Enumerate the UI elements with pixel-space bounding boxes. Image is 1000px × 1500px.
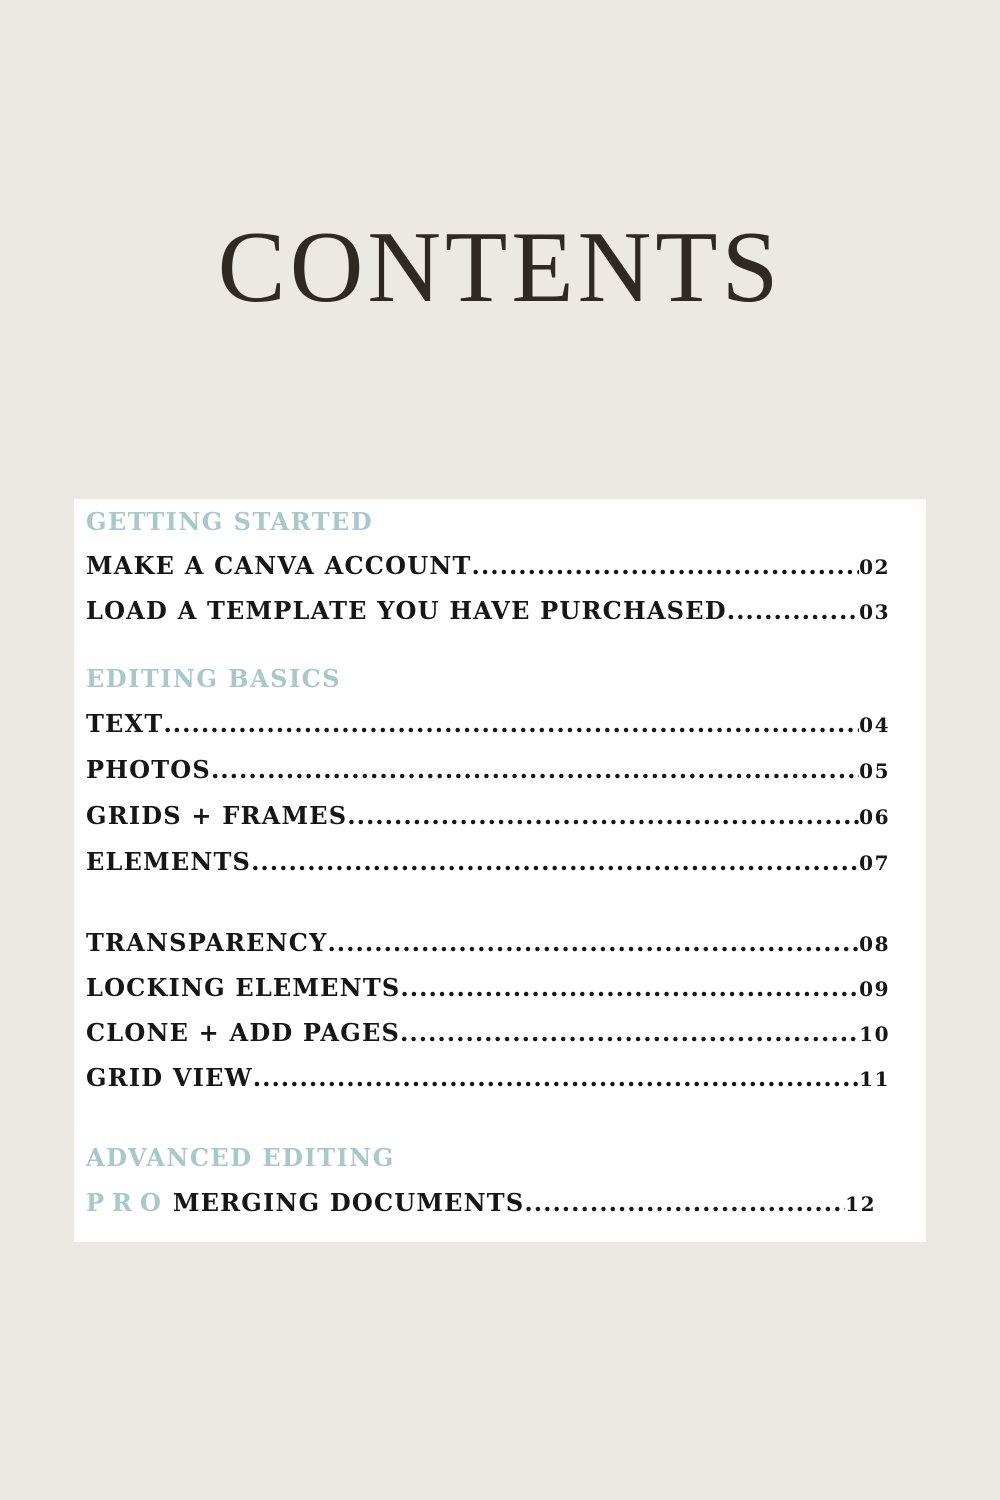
toc-entry-make-account[interactable]: [86, 551, 890, 583]
toc-entry-label: LOAD A TEMPLATE YOU HAVE PURCHASED: [86, 596, 727, 625]
toc-entry-load-template[interactable]: [86, 596, 890, 628]
toc-entry-grids-frames[interactable]: [86, 801, 890, 833]
toc-entry-page: 11: [859, 1067, 890, 1091]
toc-entry-page: 09: [859, 977, 890, 1001]
dot-leader: [163, 709, 859, 738]
toc-entry-label: GRID VIEW: [86, 1063, 253, 1092]
dot-leader: [727, 596, 859, 625]
dot-leader: [347, 801, 859, 830]
toc-entry-label: LOCKING ELEMENTS: [86, 973, 401, 1002]
toc-entry-page: 08: [859, 932, 890, 956]
toc-entry-label: ELEMENTS: [86, 847, 252, 876]
toc-entry-label: CLONE + ADD PAGES: [86, 1018, 400, 1047]
toc-entry-elements[interactable]: [86, 847, 890, 879]
dot-leader: [472, 551, 860, 580]
toc-entry-transparency[interactable]: [86, 928, 890, 960]
section-heading-advanced-editing: ADVANCED EDITING: [86, 1143, 395, 1172]
dot-leader: [400, 973, 859, 1002]
dot-leader: [211, 755, 859, 784]
section-heading-editing-basics: EDITING BASICS: [86, 664, 342, 693]
dot-leader: [327, 928, 859, 957]
toc-entry-label: GRIDS + FRAMES: [86, 801, 348, 830]
toc-entry-grid-view[interactable]: [86, 1063, 890, 1095]
dot-leader: [524, 1188, 845, 1217]
toc-entry-locking-elements[interactable]: [86, 973, 890, 1005]
toc-entry-text[interactable]: [86, 709, 890, 741]
dot-leader: [400, 1018, 859, 1047]
dot-leader: [251, 847, 859, 876]
toc-entry-merging-documents[interactable]: [86, 1188, 876, 1220]
toc-entry-clone-add-pages[interactable]: [86, 1018, 890, 1050]
toc-entry-label: MERGING DOCUMENTS: [172, 1188, 525, 1217]
dot-leader: [253, 1063, 859, 1092]
toc-entry-page: 12: [845, 1192, 876, 1216]
toc-entry-page: 07: [859, 851, 890, 875]
toc-entry-page: 02: [859, 555, 890, 579]
contents-card: [74, 499, 926, 1242]
toc-entry-page: 05: [859, 759, 890, 783]
page-title: CONTENTS: [217, 211, 783, 324]
toc-entry-page: 04: [859, 713, 890, 737]
toc-entry-label: PHOTOS: [86, 755, 211, 784]
toc-entry-label: TRANSPARENCY: [86, 928, 328, 957]
toc-entry-label: TEXT: [86, 709, 164, 738]
toc-entry-label: MAKE A CANVA ACCOUNT: [86, 551, 472, 580]
section-heading-getting-started: GETTING STARTED: [86, 507, 374, 536]
toc-entry-page: 06: [859, 805, 890, 829]
toc-entry-page: 03: [859, 600, 890, 624]
pro-badge: PRO: [86, 1188, 169, 1217]
toc-entry-photos[interactable]: [86, 755, 890, 787]
toc-entry-page: 10: [859, 1022, 890, 1046]
